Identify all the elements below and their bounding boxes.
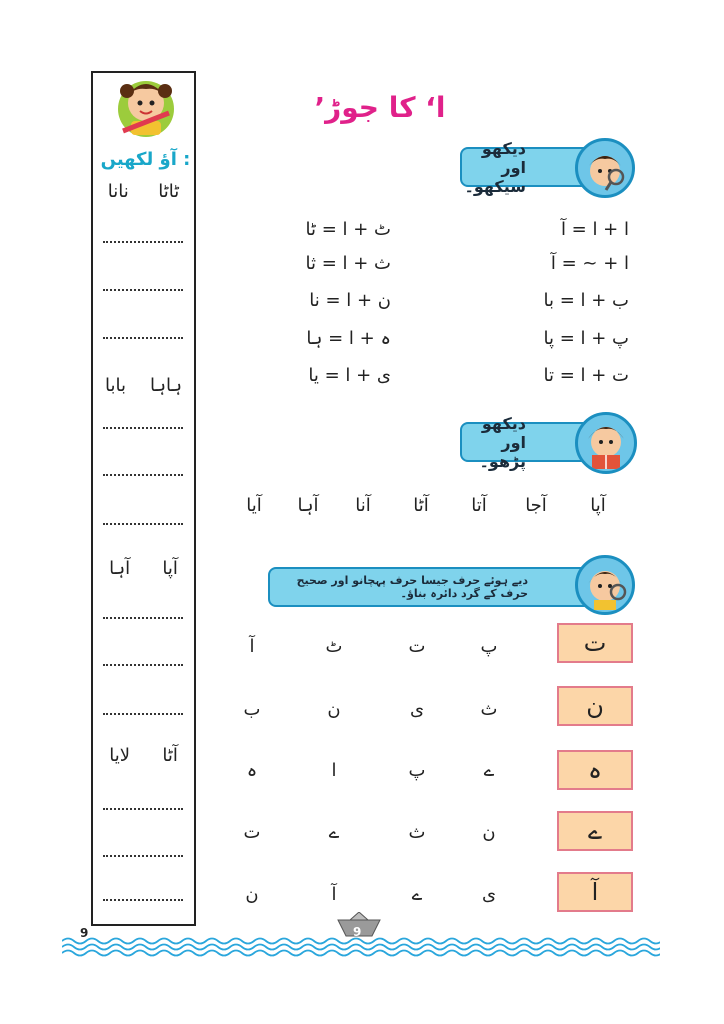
writing-line[interactable] — [103, 241, 183, 243]
target-letter: ن — [586, 692, 604, 720]
letter-option[interactable]: ا — [331, 760, 337, 781]
section3-banner — [268, 567, 600, 607]
section1-heading: دیکھو اور سیکھو۔ — [464, 138, 526, 196]
writing-practice-panel — [91, 71, 196, 926]
letter-join-equation: ث + ا = ثا — [305, 253, 391, 274]
letter-join-equation: ہ + ا = ہا — [306, 328, 391, 349]
letter-option[interactable]: ے — [328, 822, 340, 843]
letter-option[interactable]: ب — [243, 699, 261, 720]
target-letter: آ — [591, 878, 599, 906]
writing-line[interactable] — [103, 713, 183, 715]
writing-line[interactable] — [103, 337, 183, 339]
read-word: آتا — [471, 495, 487, 516]
letter-option[interactable]: پ — [408, 760, 426, 781]
letter-option[interactable]: ی — [481, 884, 497, 905]
section3-heading: دیے ہوئے حرف جیسا حرف پہچانو اور صحیح حرف کے گرد دائرہ بناؤ۔ — [296, 574, 528, 600]
letter-join-equation: ا + ~ = آ — [550, 253, 629, 274]
page-number-boat: 9 — [353, 925, 362, 939]
wave-border — [62, 936, 660, 958]
letter-option[interactable]: ے — [411, 884, 423, 905]
letter-join-equation: ی + ا = یا — [308, 365, 391, 386]
sidebar-title: آؤ لکھیں : — [100, 149, 191, 170]
read-word: آنا — [355, 495, 371, 516]
practice-word: لایا — [109, 745, 130, 766]
letter-option[interactable]: ث — [408, 822, 426, 843]
letter-option[interactable]: آ — [331, 884, 337, 905]
target-letter-box — [557, 872, 633, 912]
target-letter-box — [557, 623, 633, 663]
target-letter: ت — [583, 629, 607, 657]
practice-word: آپا — [162, 558, 178, 579]
letter-option[interactable]: ن — [327, 699, 341, 720]
writing-line[interactable] — [103, 289, 183, 291]
read-word: آیا — [246, 495, 262, 516]
writing-line[interactable] — [103, 808, 183, 810]
practice-word: آٹا — [162, 745, 178, 766]
letter-option[interactable]: ن — [245, 884, 259, 905]
read-word: آجا — [525, 495, 547, 516]
letter-option[interactable]: ث — [480, 699, 498, 720]
writing-line[interactable] — [103, 474, 183, 476]
girl-pencil-icon — [111, 69, 181, 141]
target-letter-box — [557, 750, 633, 790]
practice-word: بابا — [104, 375, 126, 396]
read-word: آٹا — [413, 495, 429, 516]
boy-magnifier-icon — [575, 138, 635, 198]
letter-option[interactable]: ٹ — [325, 636, 343, 657]
letter-option[interactable]: ہ — [246, 760, 258, 781]
practice-pair-4 — [93, 745, 194, 766]
letter-join-equation: پ + ا = پا — [543, 328, 629, 349]
letter-option[interactable]: ت — [243, 822, 261, 843]
practice-pair-1 — [93, 181, 194, 202]
girl-magnifier-icon — [575, 555, 635, 615]
target-letter: ے — [587, 817, 603, 845]
letter-join-equation: ت + ا = تا — [543, 365, 629, 386]
target-letter-box — [557, 686, 633, 726]
letter-option[interactable]: آ — [249, 636, 255, 657]
letter-join-equation: ب + ا = با — [543, 290, 629, 311]
letter-join-equation: ا + ا = آ — [560, 219, 629, 240]
practice-word: ٹاٹا — [158, 181, 180, 202]
read-word: آپا — [590, 495, 606, 516]
letter-join-equation: ن + ا = نا — [309, 290, 391, 311]
writing-line[interactable] — [103, 664, 183, 666]
writing-line[interactable] — [103, 899, 183, 901]
writing-line[interactable] — [103, 427, 183, 429]
page-number-left: 9 — [80, 926, 89, 940]
practice-word: نانا — [107, 181, 129, 202]
letter-option[interactable]: ی — [409, 699, 425, 720]
practice-pair-3 — [93, 558, 194, 579]
letter-option[interactable]: ن — [482, 822, 496, 843]
target-letter-box — [557, 811, 633, 851]
page-title: ’ا‘ کا جوڑ — [314, 91, 446, 124]
letter-join-equation: ٹ + ا = ٹا — [305, 219, 391, 240]
writing-line[interactable] — [103, 523, 183, 525]
practice-word: ہاہا — [149, 375, 183, 396]
practice-word: آہا — [109, 558, 131, 579]
practice-pair-2 — [93, 375, 194, 396]
letter-option[interactable]: پ — [480, 636, 498, 657]
boy-reading-icon — [575, 412, 637, 474]
writing-line[interactable] — [103, 617, 183, 619]
letter-option[interactable]: ے — [483, 760, 495, 781]
letter-option[interactable]: ت — [408, 636, 426, 657]
read-word: آہا — [297, 495, 319, 516]
writing-line[interactable] — [103, 855, 183, 857]
target-letter: ہ — [587, 756, 603, 784]
section2-heading: دیکھو اور پڑھو۔ — [479, 413, 526, 471]
